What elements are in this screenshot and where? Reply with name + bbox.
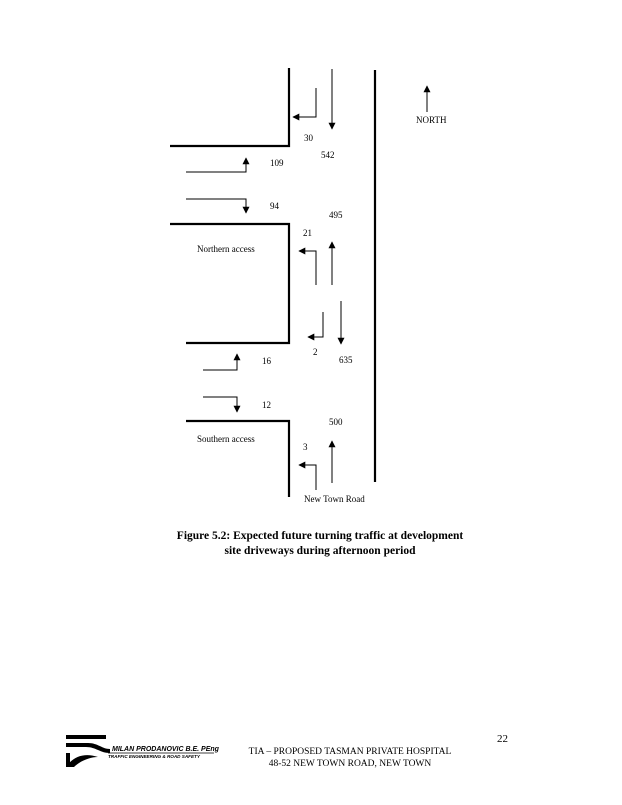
logo-tagline: TRAFFIC ENGINEERING & ROAD SAFETY bbox=[108, 754, 200, 759]
volume-north-through-north: 495 bbox=[329, 210, 343, 220]
logo-name: MILAN PRODANOVIC B.E. PEng bbox=[112, 746, 219, 753]
volume-north-out-right: 94 bbox=[270, 201, 279, 211]
arrow-north-right-in bbox=[299, 251, 316, 285]
arrow-south-left-in bbox=[308, 312, 323, 337]
volume-north-through-south: 542 bbox=[321, 150, 335, 160]
volume-south-out-left: 16 bbox=[262, 356, 271, 366]
north-label: NORTH bbox=[416, 115, 447, 125]
volume-south-left-in: 2 bbox=[313, 347, 318, 357]
road-west-edge-south bbox=[186, 421, 289, 497]
northern-access-label: Northern access bbox=[197, 244, 255, 254]
road-west-edge-north bbox=[170, 68, 289, 146]
arrow-south-out-left bbox=[203, 354, 237, 370]
company-logo bbox=[64, 733, 219, 769]
footer-line-1: TIA – PROPOSED TASMAN PRIVATE HOSPITAL bbox=[248, 747, 452, 757]
volume-south-right-in: 3 bbox=[303, 442, 308, 452]
arrow-north-out-right bbox=[186, 199, 246, 213]
volume-south-out-right: 12 bbox=[262, 400, 271, 410]
volume-north-left-in: 30 bbox=[304, 133, 313, 143]
page-number: 22 bbox=[497, 733, 508, 745]
volume-north-out-left: 109 bbox=[270, 158, 284, 168]
volume-south-through-south: 635 bbox=[339, 355, 353, 365]
arrow-south-out-right bbox=[203, 397, 237, 412]
road-label: New Town Road bbox=[304, 494, 365, 504]
volume-south-through-north: 500 bbox=[329, 417, 343, 427]
page-footer bbox=[220, 746, 480, 770]
footer-line-2: 48-52 NEW TOWN ROAD, NEW TOWN bbox=[268, 759, 432, 769]
figure-caption bbox=[120, 529, 520, 559]
arrow-south-right-in bbox=[299, 465, 316, 490]
caption-line-1: Figure 5.2: Expected future turning traffic at development bbox=[176, 530, 464, 542]
arrow-north-out-left bbox=[186, 158, 246, 172]
southern-access-label: Southern access bbox=[197, 434, 255, 444]
arrow-north-left-in bbox=[293, 88, 316, 117]
volume-north-right-in: 21 bbox=[303, 228, 312, 238]
road-west-edge-middle bbox=[170, 224, 289, 343]
caption-line-2: site driveways during afternoon period bbox=[224, 545, 416, 557]
